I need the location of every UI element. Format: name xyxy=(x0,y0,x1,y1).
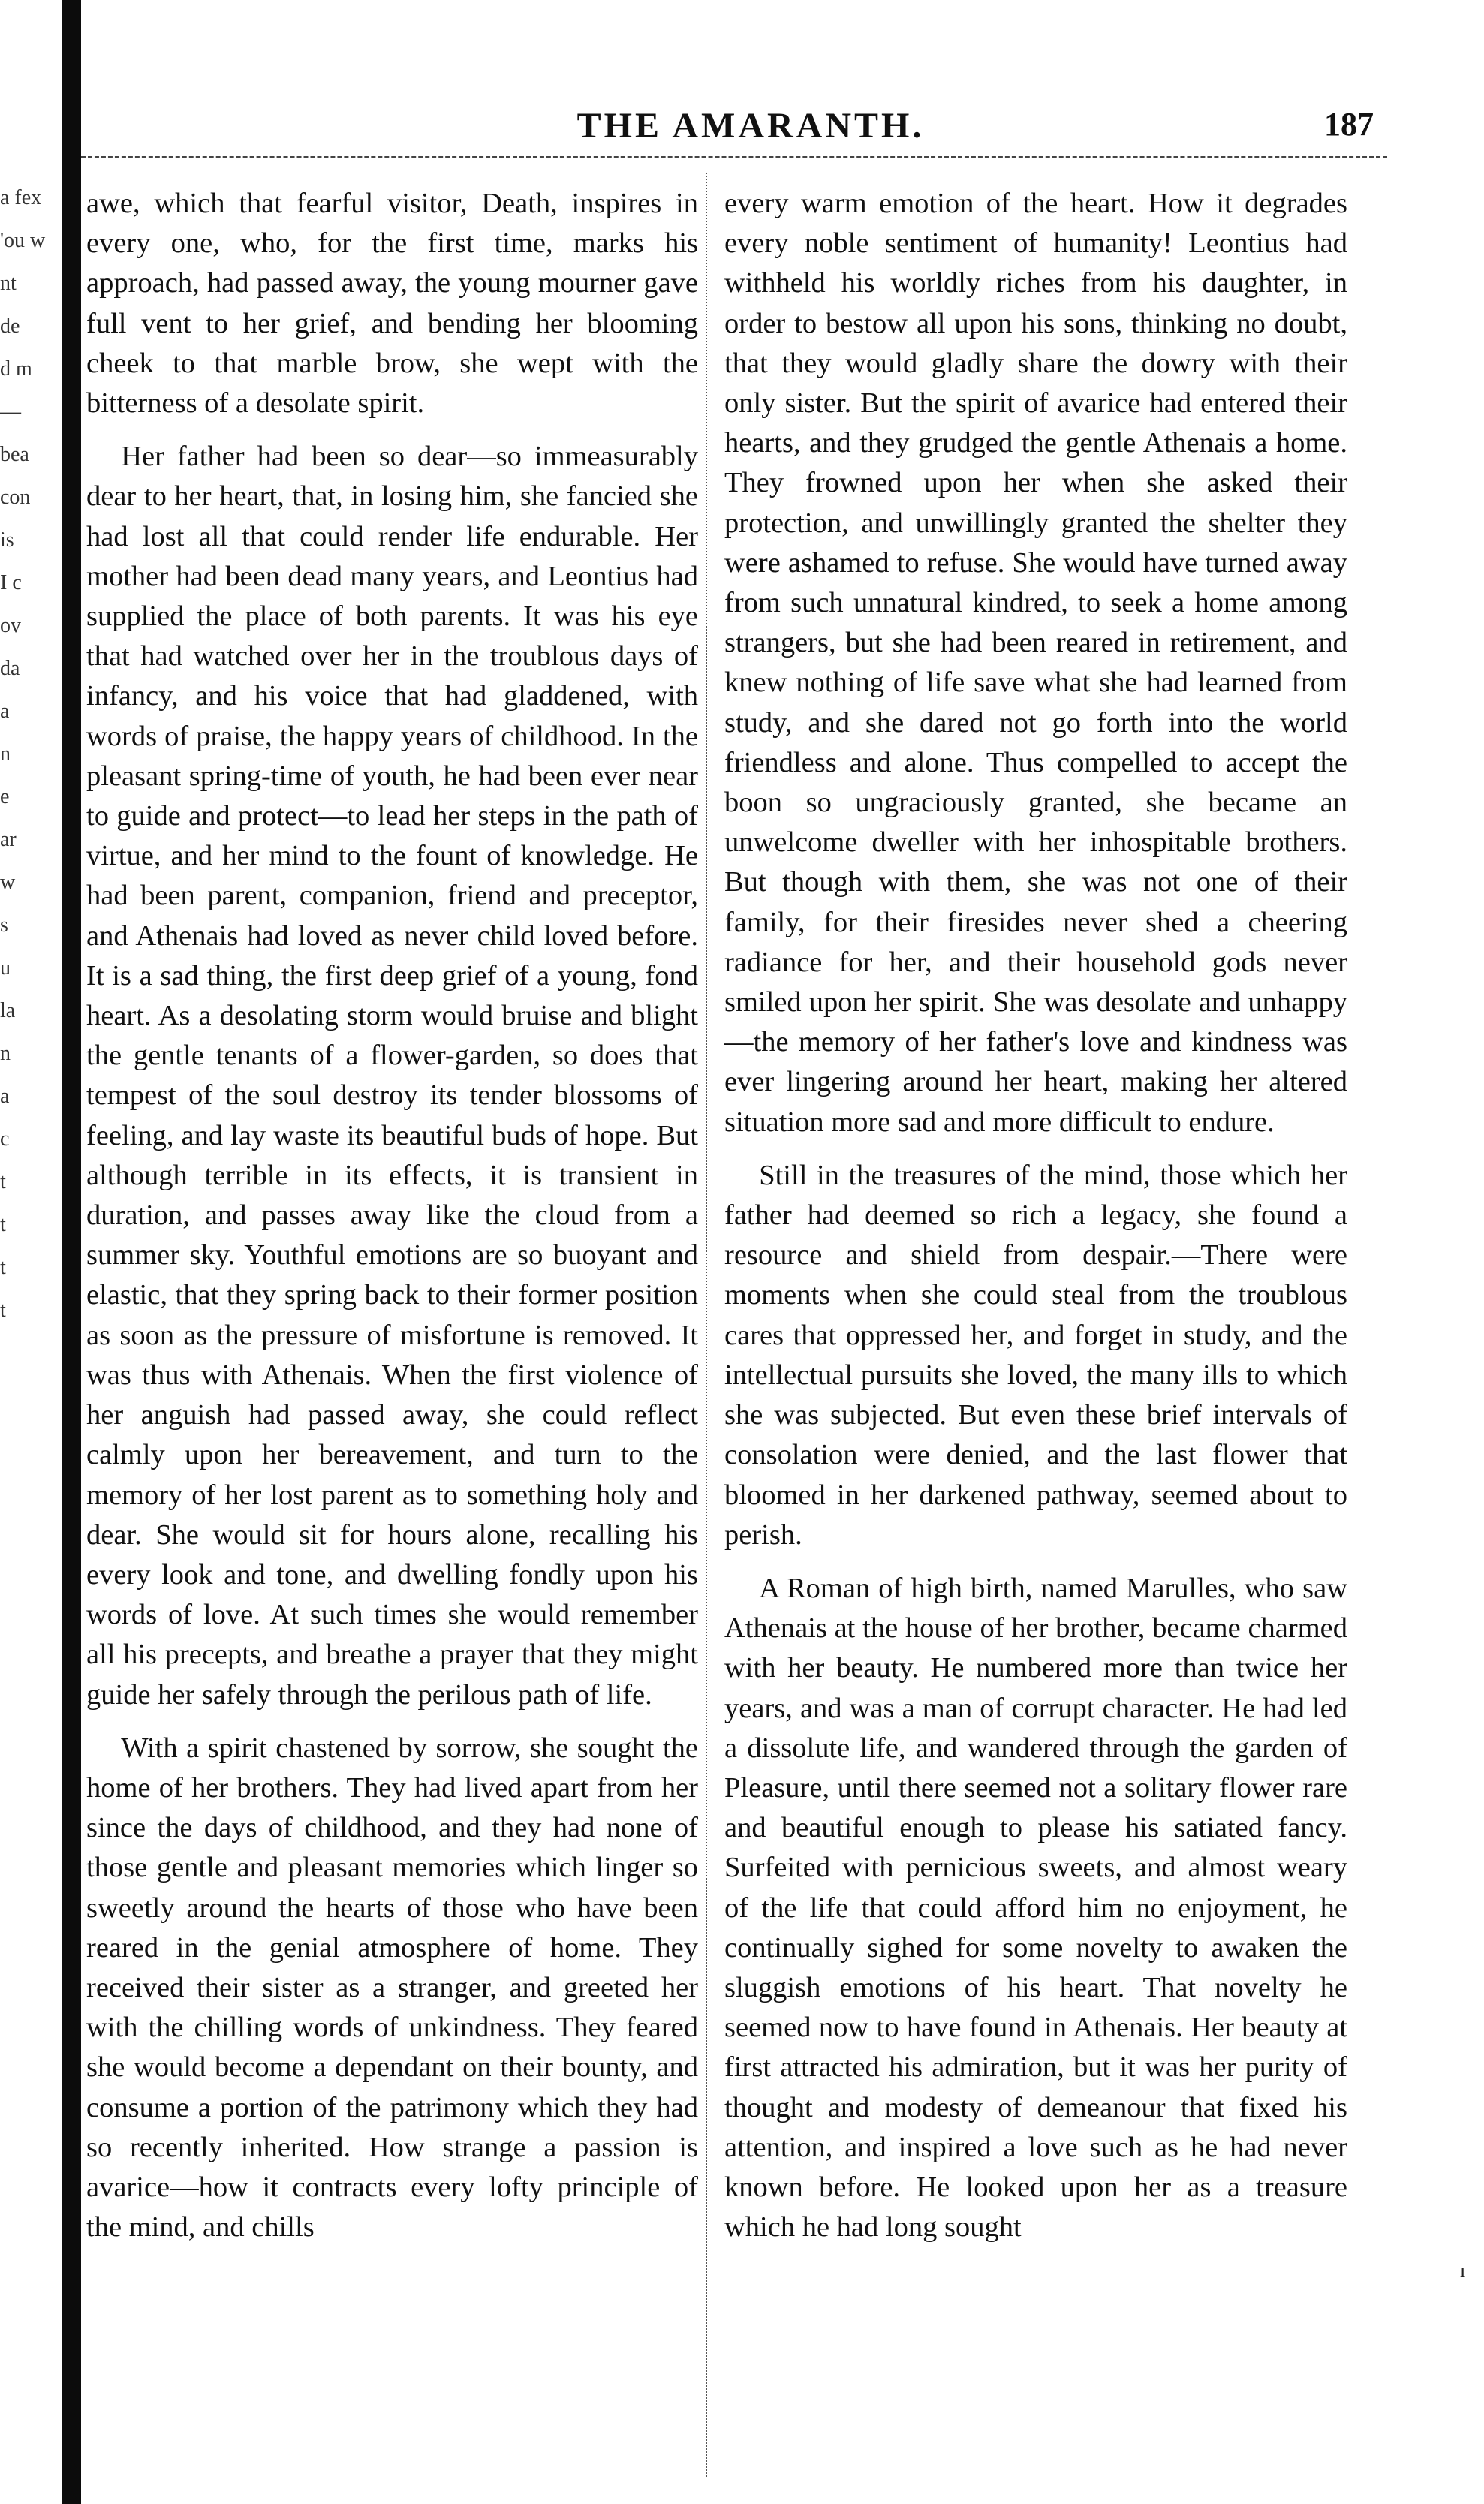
previous-page-fragment: n xyxy=(0,742,11,766)
paragraph: every warm emotion of the heart. How it degrades every noble sentiment of humanity! Leontius had withheld his worldly riches from his daughter, in order to bestow all upon his sons, thinking no doubt, that they would gladly share the dowry with their only sister. But the spirit of avarice had entered their hearts, and they grudged the gentle Athenais a home. They frowned upon her when she asked their protection, and unwillingly granted the shelter they were ashamed to refuse. She would have turned away from such unnatural kindred, to seek a home among strangers, but she had been reared in retirement, and knew nothing of life save what she had learned from study, and she dared not go forth into the world friendless and alone. Thus compelled to accept the boon so ungraciously granted, she became an unwelcome dweller with her inhospitable brothers. But though with them, she was not one of their family, for their firesides never shed a cheering radiance for her, and their household gods never smiled upon her spirit. She was desolate and unhappy—the memory of her father's love and kindness was ever lingering around her heart, making her altered situation more sad and more difficult to endure. xyxy=(724,188,1347,1138)
previous-page-fragment: la xyxy=(0,999,16,1022)
previous-page-fragment: I c xyxy=(0,571,22,594)
previous-page-fragment: con xyxy=(0,486,31,509)
paragraph: awe, which that fearful visitor, Death, inspires in every one, who, for the first time, marks his approach, had passed away, the young mourner gave full vent to her grief, and bending her blooming cheek to that marble brow, she wept with the bitterness of a desolate spirit. xyxy=(86,188,698,420)
previous-page-fragment: s xyxy=(0,913,8,937)
previous-page-fragment: a xyxy=(0,700,10,723)
previous-page-fragment: da xyxy=(0,657,20,680)
previous-page-fragment: d m xyxy=(0,357,32,381)
previous-page-fragment: 'ou w xyxy=(0,229,46,252)
previous-page-fragment: a fex xyxy=(0,186,42,209)
previous-page-edge-text xyxy=(0,176,60,1332)
paragraph: Still in the treasures of the mind, those which her father had deemed so rich a legacy, she found a resource and shield from despair.—There were moments when she could steal from the troublous cares that oppressed her, and forget in study, and the intellectual pursuits she loved, the many ills to which she was subjected. But even these brief intervals of consolation were denied, and the last flower that bloomed in her darkened pathway, seemed about to perish. xyxy=(724,1159,1347,1551)
paragraph: A Roman of high birth, named Marulles, who saw Athenais at the house of her brother, became charmed with her beauty. He numbered more than twice her years, and was a man of corrupt character. He had led a dissolute life, and wandered through the garden of Pleasure, until there seemed not a solitary flower rare and beautiful enough to please his satiated fancy. Surfeited with pernicious sweets, and almost weary of the life that could afford him no enjoyment, he continually sighed for some novelty to awaken the sluggish emotions of his heart. That novelty he seemed now to have found in Athenais. Her beauty at first attracted his admiration, but it was her purity of thought and modesty of demeanour that fixed his attention, and inspired a love such as he had never known before. He looked upon her as a treasure which he had long sought xyxy=(724,1572,1347,2244)
previous-page-fragment: is xyxy=(0,528,14,552)
previous-page-fragment: t xyxy=(0,1170,6,1193)
previous-page-fragment: t xyxy=(0,1213,6,1236)
previous-page-fragment: n xyxy=(0,1042,11,1065)
previous-page-fragment: c xyxy=(0,1127,10,1151)
previous-page-fragment: — xyxy=(0,400,21,423)
right-column xyxy=(724,184,1347,2247)
previous-page-fragment: w xyxy=(0,871,16,894)
previous-page-fragment: ov xyxy=(0,614,21,637)
margin-speck: ı xyxy=(1460,2259,1466,2281)
previous-page-fragment: e xyxy=(0,785,10,808)
binding-gutter-shadow xyxy=(62,0,81,2504)
running-title: THE AMARANTH. xyxy=(576,106,925,146)
paragraph: With a spirit chastened by sorrow, she sought the home of her brothers. They had lived apart from her since the days of childhood, and they had none of those gentle and pleasant memories which linger so sweetly around the hearts of those who have been reared in the genial atmosphere of home. They received their sister as a stranger, and greeted her with the chilling words of unkindness. They feared she would become a dependant on their bounty, and consume a portion of the patrimony which they had so recently inherited. How strange a passion is avarice—how it contracts every lofty principle of the mind, and chills xyxy=(86,1732,698,2244)
previous-page-fragment: de xyxy=(0,315,20,338)
header-rule xyxy=(81,156,1387,158)
previous-page-fragment: ar xyxy=(0,828,17,851)
page-number: 187 xyxy=(1324,106,1374,143)
previous-page-fragment: nt xyxy=(0,272,17,295)
column-divider xyxy=(706,173,707,2477)
left-column xyxy=(86,184,698,2247)
previous-page-fragment: t xyxy=(0,1299,6,1322)
previous-page-fragment: a xyxy=(0,1085,10,1108)
previous-page-fragment: u xyxy=(0,956,11,980)
paragraph: Her father had been so dear—so immeasurably dear to her heart, that, in losing him, she fancied she had lost all that could render life endurable. Her mother had been dead many years, and Leontius had supplied the place of both parents. It was his eye that had watched over her in the troublous days of infancy, and his voice that had gladdened, with words of praise, the happy years of childhood. In the pleasant spring-time of youth, he had been ever near to guide and protect—to lead her steps in the path of virtue, and her mind to the fount of knowledge. He had been parent, companion, friend and preceptor, and Athenais had loved as never child loved before. It is a sad thing, the first deep grief of a young, fond heart. As a desolating storm would bruise and blight the gentle tenants of a flower-garden, so does that tempest of the soul destroy its tender blossoms of feeling, and lay waste its beautiful buds of hope. But although terrible in its effects, it is transient in duration, and passes away like the cloud from a summer sky. Youthful emotions are so buoyant and elastic, that they spring back to their former position as soon as the pressure of misfortune is removed. It was thus with Athenais. When the first violence of her anguish had passed away, she could reflect calmly upon her bereavement, and turn to the memory of her lost parent as to something holy and dear. She would sit for hours alone, recalling his every look and tone, and dwelling fondly upon his words of love. At such times she would remember all his precepts, and breathe a prayer that they might guide her safely through the perilous path of life. xyxy=(86,441,698,1711)
previous-page-fragment: bea xyxy=(0,443,29,466)
previous-page-fragment: t xyxy=(0,1256,6,1279)
